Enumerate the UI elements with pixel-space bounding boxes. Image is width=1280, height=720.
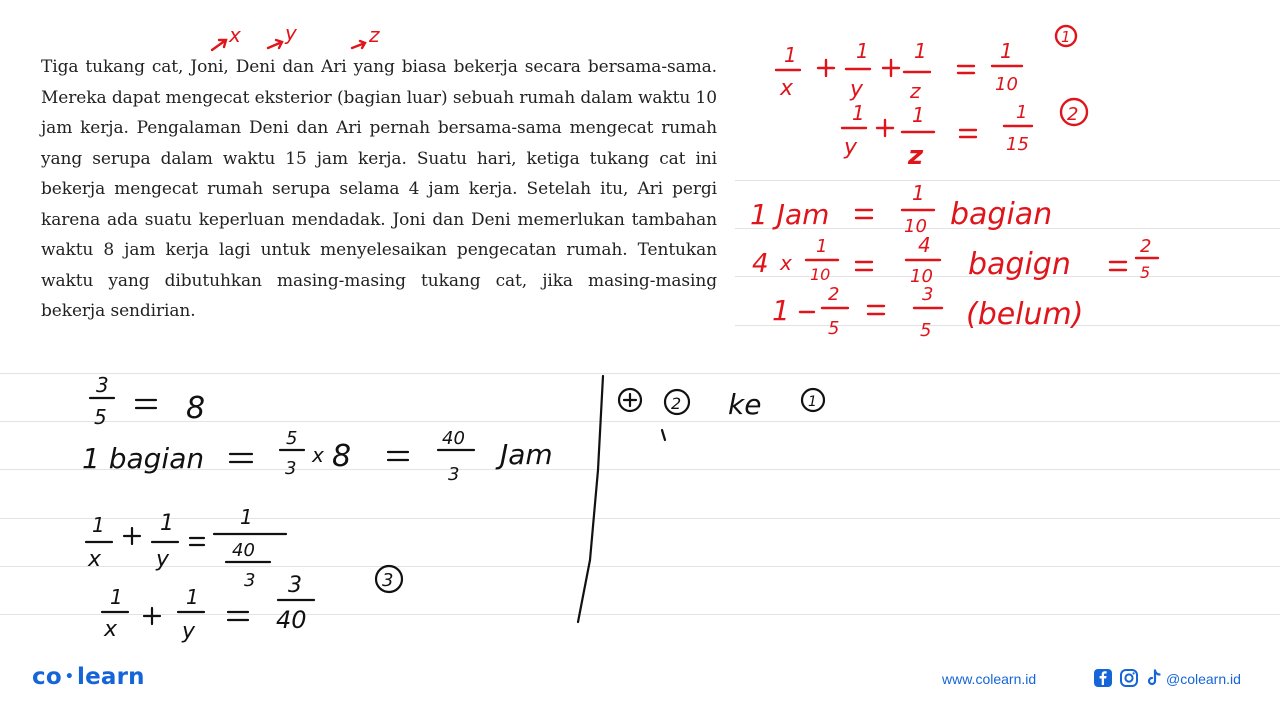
svg-text:1: 1 [186,585,199,609]
svg-text:1: 1 [914,39,927,63]
svg-text:2: 2 [671,394,682,413]
svg-text:1: 1 [816,236,828,257]
svg-text:3: 3 [244,570,256,591]
svg-text:5: 5 [94,405,107,429]
svg-text:4: 4 [918,233,931,257]
svg-text:5: 5 [828,318,840,339]
svg-text:2: 2 [1140,236,1152,257]
label-z: z [369,23,380,47]
svg-text:x: x [88,547,102,572]
svg-text:1: 1 [92,513,105,537]
svg-text:1 Jam: 1 Jam [750,198,830,231]
svg-text:1: 1 [856,39,869,63]
svg-text:Jam: Jam [500,438,553,471]
svg-text:1: 1 [110,585,123,609]
svg-text:1: 1 [852,101,865,125]
svg-text:z: z [910,79,921,103]
svg-text:3: 3 [448,464,460,485]
problem-statement: Tiga tukang cat, Joni, Deni dan Ari yang biasa bekerja secara bersama-sama. Mereka dapat mengecat eksterior (bagian luar) sebuah rumah dalam waktu 10 jam kerja. Pengalaman Deni dan Ari pernah bersama-sama mengecat rumah yang serupa dalam waktu 15 jam kerja. Suatu hari, ketiga tukang cat ini bekerja mengecat rumah serupa selama 4 jam kerja. Setelah itu, Ari pergi karena ada suatu keperluan mendadak. Joni dan Deni memerlukan tambahan waktu 8 jam kerja lagi untuk menyelesaikan pengecatan rumah. Tentukan waktu yang dibutuhkan masing-masing tukang cat, jika masing-masing bekerja sendirian. [41,57,717,321]
label-x: x [229,23,241,47]
eq2-label: 2 [1067,104,1079,125]
svg-text:1: 1 [772,294,790,327]
red-annotations [212,21,1158,341]
svg-text:5: 5 [920,320,932,341]
svg-text:8: 8 [332,439,352,474]
eq3-label: 3 [382,570,394,591]
svg-text:2: 2 [828,284,840,305]
svg-text:5: 5 [286,428,298,449]
svg-text:5: 5 [1140,263,1151,282]
svg-text:x: x [104,617,118,642]
tiktok-icon[interactable] [1144,668,1164,688]
facebook-icon[interactable] [1093,668,1113,688]
svg-text:1: 1 [912,103,925,127]
svg-text:(belum): (belum) [966,297,1084,332]
instagram-icon[interactable] [1119,668,1139,688]
svg-text:3: 3 [922,284,934,305]
svg-text:1: 1 [784,43,797,67]
black-work [82,373,824,644]
website-link[interactable]: www.colearn.id [942,671,1037,687]
svg-text:10: 10 [910,266,933,287]
svg-text:40: 40 [442,428,465,449]
svg-text:10: 10 [995,74,1018,95]
svg-text:1 bagian: 1 bagian [82,442,205,475]
svg-text:3: 3 [288,573,302,598]
svg-text:3: 3 [285,458,297,479]
svg-text:10: 10 [904,216,927,237]
svg-text:ke: ke [728,388,762,421]
svg-text:z: z [908,141,924,171]
svg-text:bagian: bagian [950,197,1053,232]
svg-text:40: 40 [276,606,307,634]
svg-text:15: 15 [1006,134,1029,155]
svg-text:1: 1 [1000,39,1013,63]
svg-text:10: 10 [810,265,831,284]
svg-text:y: y [182,619,196,644]
svg-text:1: 1 [912,181,925,205]
svg-text:8: 8 [186,391,206,426]
svg-text:x: x [780,251,792,275]
svg-text:x: x [780,76,794,101]
svg-text:y: y [156,547,170,572]
svg-text:x: x [312,443,324,467]
eq1-label: 1 [1061,28,1071,46]
svg-text:1: 1 [808,394,817,410]
svg-text:bagign: bagign [968,247,1071,282]
svg-text:1: 1 [1016,102,1028,123]
colearn-logo[interactable]: co • learn [32,664,145,690]
svg-text:40: 40 [232,540,255,561]
svg-text:3: 3 [96,373,109,397]
svg-text:1: 1 [160,511,174,536]
svg-text:y: y [850,77,864,102]
svg-text:4: 4 [752,249,769,279]
social-handle[interactable]: @colearn.id [1166,671,1241,687]
label-y: y [285,21,297,45]
svg-text:1: 1 [240,505,253,529]
svg-text:y: y [844,135,858,160]
